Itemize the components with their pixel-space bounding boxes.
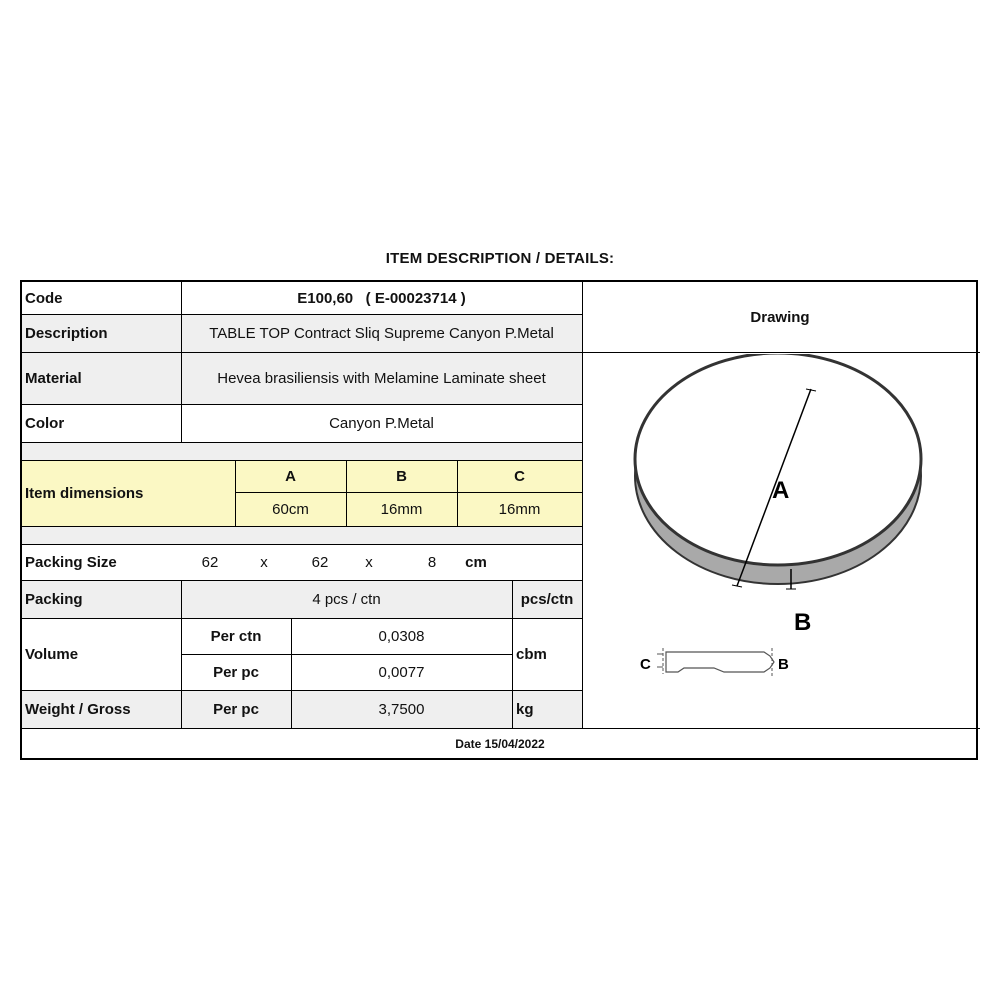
spec-sheet [20, 280, 978, 760]
weight-per-pc-label: Per pc [213, 700, 259, 718]
packing-unit: pcs/ctn [520, 590, 574, 608]
packing-size-unit: cm [465, 553, 487, 571]
dimension-a-label: A [772, 477, 790, 504]
material-label: Material [25, 369, 82, 387]
weight-label: Weight / Gross [25, 700, 131, 718]
packing-size-b: 62 [311, 553, 329, 571]
date-footer: Date 15/04/2022 [455, 737, 545, 751]
volume-unit: cbm [516, 645, 547, 663]
row-divider [22, 442, 582, 443]
packing-size-times: x [260, 553, 268, 571]
tabletop-surface [635, 354, 921, 565]
packing-value: 4 pcs / ctn [312, 590, 381, 608]
spacer-row-bg [22, 442, 582, 460]
dimensions-label: Item dimensions [25, 484, 144, 502]
volume-per-pc-label: Per pc [213, 663, 259, 681]
volume-per-pc-value: 0,0077 [378, 663, 425, 681]
dimension-b-label: B [794, 609, 812, 636]
packing-label: Packing [25, 590, 83, 608]
document-title: ITEM DESCRIPTION / DETAILS: [385, 250, 615, 267]
color-value: Canyon P.Metal [329, 414, 434, 432]
drawing-label: Drawing [750, 308, 810, 326]
volume-per-ctn-label: Per ctn [210, 627, 262, 645]
edge-profile-shape [666, 652, 774, 672]
dimension-value-a: 60cm [272, 500, 309, 518]
dimension-header-b: B [396, 467, 407, 485]
color-label: Color [25, 414, 65, 432]
material-value: Hevea brasiliensis with Melamine Laminate sheet [217, 369, 546, 387]
packing-size-times: x [365, 553, 373, 571]
volume-label: Volume [25, 645, 79, 663]
dimension-value-b: 16mm [380, 500, 423, 518]
spacer-row-bg-2 [22, 526, 582, 544]
dimension-header-a: A [285, 467, 296, 485]
dimension-value-c: 16mm [498, 500, 541, 518]
profile-b-label: B [778, 656, 789, 673]
packing-size-label: Packing Size [25, 553, 117, 571]
row-divider [22, 526, 582, 527]
profile-c-label: C [640, 656, 651, 673]
packing-size-c: 8 [427, 553, 437, 571]
weight-unit: kg [516, 700, 534, 718]
description-value: TABLE TOP Contract Sliq Supreme Canyon P.Metal [209, 324, 554, 342]
table-top-drawing [584, 354, 978, 726]
code-value: E100,60 ( E-00023714 ) [297, 289, 466, 307]
code-label: Code [25, 289, 63, 307]
weight-value: 3,7500 [378, 700, 425, 718]
packing-size-a: 62 [201, 553, 219, 571]
dimension-header-c: C [514, 467, 525, 485]
volume-per-ctn-value: 0,0308 [378, 627, 425, 645]
description-label: Description [25, 324, 108, 342]
